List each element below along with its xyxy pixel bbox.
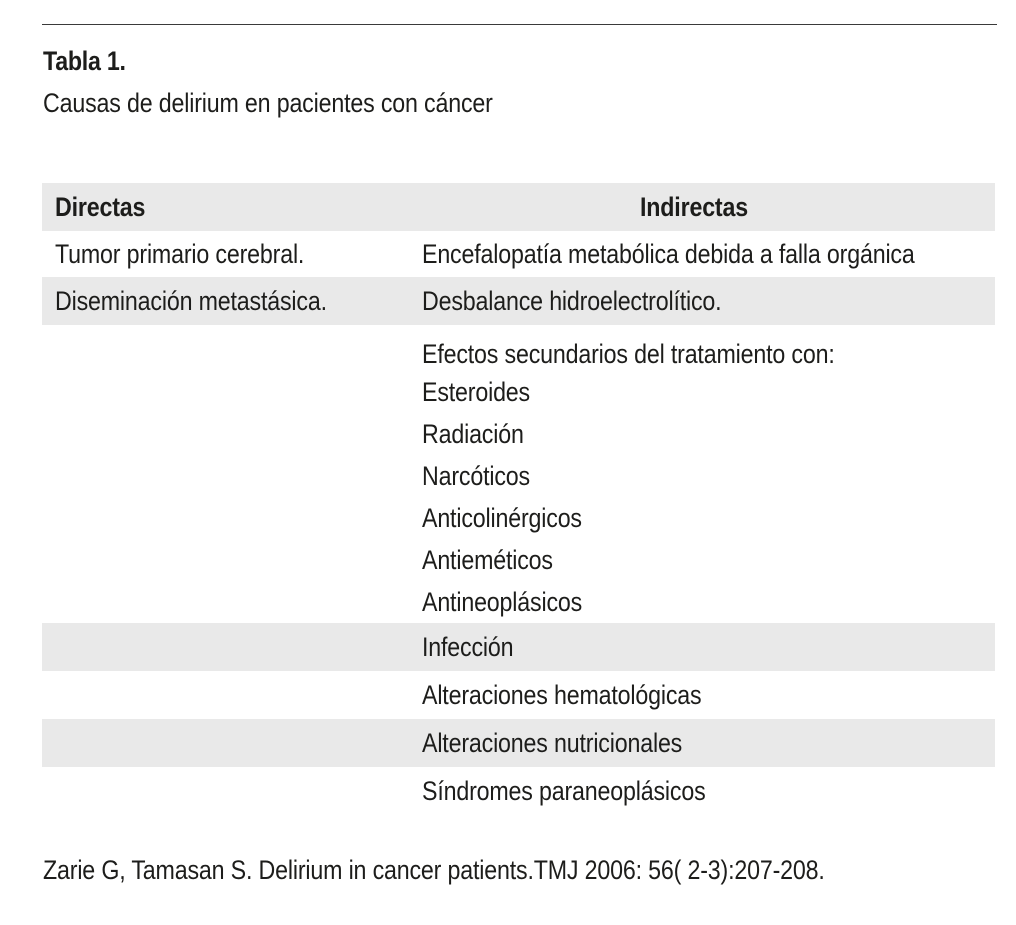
cell-directas: Diseminación metastásica.	[55, 286, 327, 316]
table-row	[42, 325, 995, 623]
source-citation: Zarie G, Tamasan S. Delirium in cancer patients.TMJ 2006: 56( 2-3):207-208.	[43, 855, 825, 885]
table-caption: Causas de delirium en pacientes con cáncer	[43, 88, 493, 118]
table-row	[42, 231, 995, 277]
cell-indirectas: Infección	[422, 632, 514, 662]
cell-directas: Tumor primario cerebral.	[55, 239, 305, 269]
cell-indirectas: Alteraciones nutricionales	[422, 728, 683, 758]
list-item: Radiación	[422, 419, 524, 449]
header-indirectas: Indirectas	[640, 192, 748, 222]
list-item: Antieméticos	[422, 545, 553, 575]
cell-indirectas: Efectos secundarios del tratamiento con:	[422, 339, 835, 369]
table-label: Tabla 1.	[43, 46, 126, 76]
table-row	[42, 277, 995, 325]
list-item: Esteroides	[422, 377, 530, 407]
cell-indirectas: Desbalance hidroelectrolítico.	[422, 286, 722, 316]
table-row	[42, 671, 995, 719]
table-header-row	[42, 183, 995, 231]
top-rule	[42, 24, 997, 25]
table-row	[42, 623, 995, 671]
table-row	[42, 719, 995, 767]
header-directas: Directas	[55, 192, 146, 222]
cell-indirectas: Alteraciones hematológicas	[422, 680, 702, 710]
causes-table	[42, 183, 995, 815]
treatment-sublist	[422, 371, 582, 623]
cell-indirectas: Encefalopatía metabólica debida a falla orgánica	[422, 239, 915, 269]
list-item: Antineoplásicos	[422, 587, 583, 617]
list-item: Narcóticos	[422, 461, 530, 491]
table-row	[42, 767, 995, 815]
cell-indirectas: Síndromes paraneoplásicos	[422, 776, 706, 806]
list-item: Anticolinérgicos	[422, 503, 582, 533]
